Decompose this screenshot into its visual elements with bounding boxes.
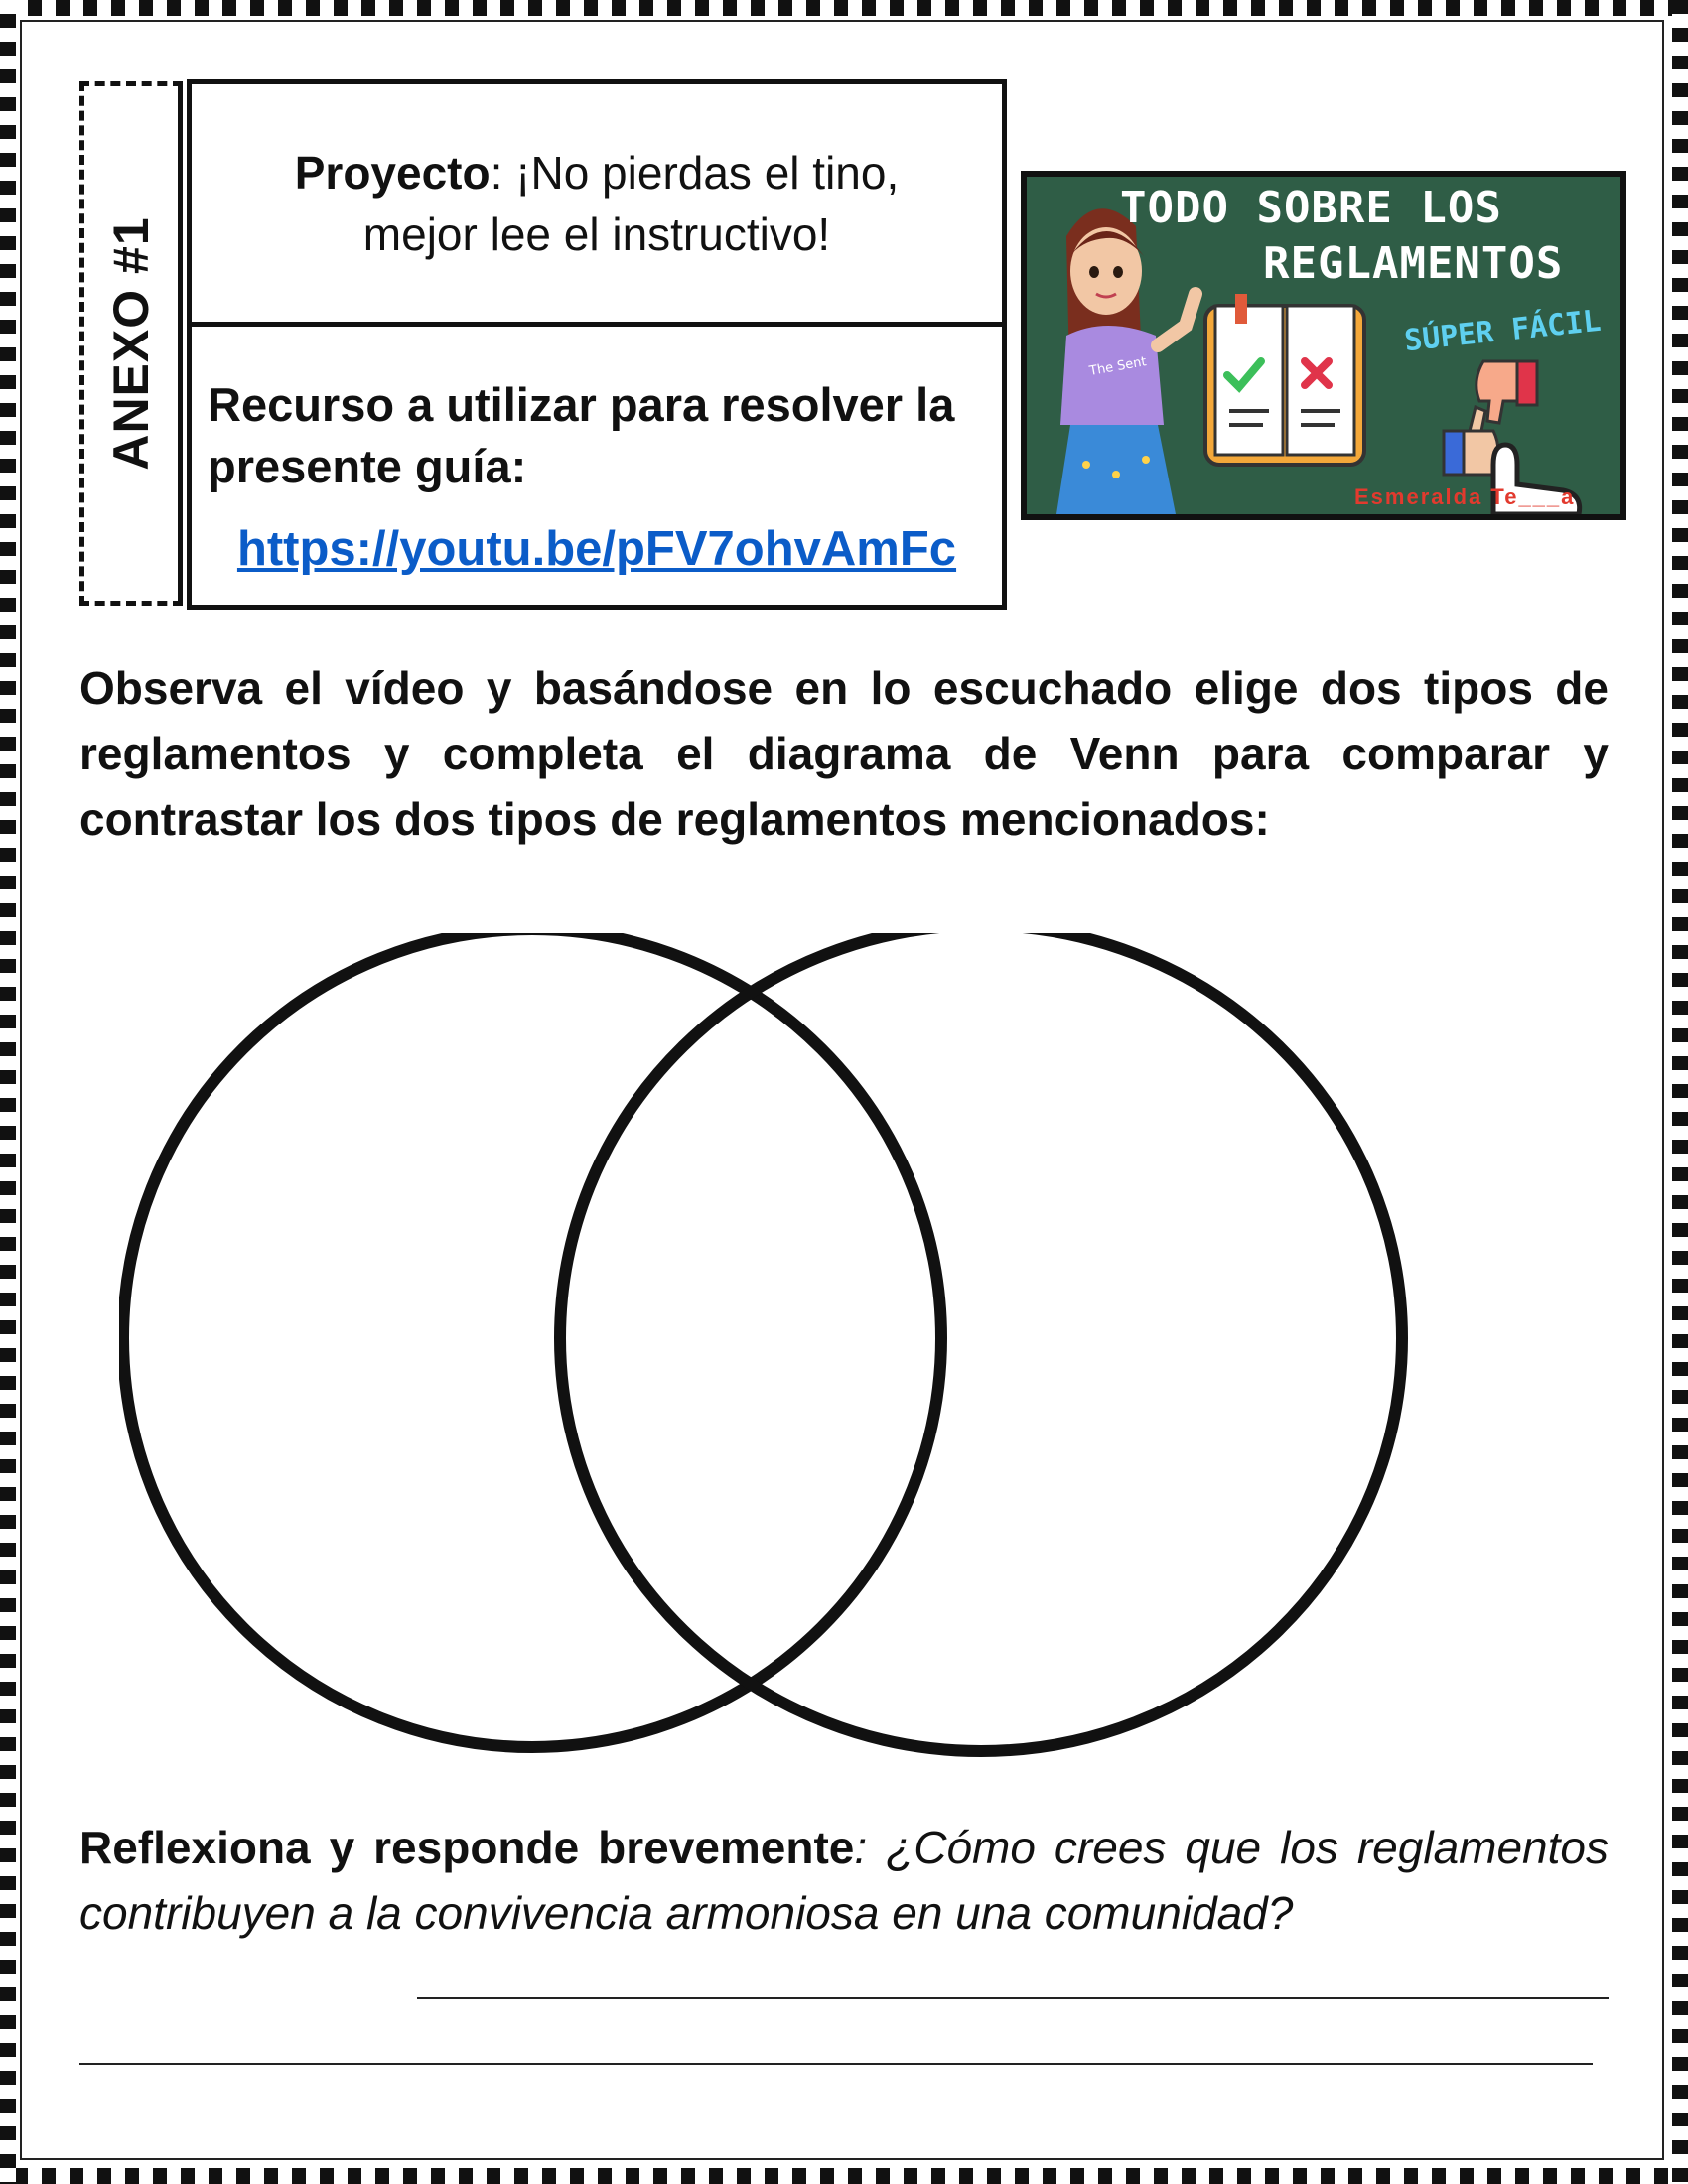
project-cell bbox=[192, 84, 1002, 327]
resource-label: Recurso a utilizar para resolver la presente guía: bbox=[208, 378, 955, 492]
page-border-left bbox=[0, 0, 16, 2184]
thumbnail-subtitle: SÚPER FÁCIL bbox=[1402, 303, 1603, 359]
project-title: : ¡No pierdas el tino, mejor lee el instructivo! bbox=[362, 146, 900, 260]
project-text bbox=[231, 142, 962, 265]
venn-circle-right bbox=[560, 933, 1402, 1751]
page-border-bottom bbox=[0, 2168, 1688, 2184]
venn-diagram bbox=[119, 933, 1569, 1787]
annex-label: ANEXO #1 bbox=[103, 216, 159, 471]
thumbnail-title-line1: TODO SOBRE LOS bbox=[1120, 183, 1502, 233]
instructions-text: Observa el vídeo y basándose en lo escuchado elige dos tipos de reglamentos y completa el diagrama de Venn para comparar y contrastar los dos tipos de reglamentos mencionados: bbox=[79, 662, 1609, 845]
info-box bbox=[187, 79, 1007, 610]
answer-line-2[interactable] bbox=[79, 2063, 1593, 2065]
project-label: Proyecto bbox=[294, 146, 491, 199]
reflection-text bbox=[79, 1815, 1609, 1946]
answer-line-1[interactable] bbox=[417, 1997, 1609, 1999]
book-illustration bbox=[1205, 294, 1364, 465]
thumbs-illustration bbox=[1444, 361, 1537, 475]
thumbnail-author: Esmeralda Te___a bbox=[1354, 484, 1576, 509]
page-border-right bbox=[1672, 0, 1688, 2184]
reflection-label: Reflexiona y responde brevemente bbox=[79, 1822, 855, 1873]
thumbnail-title-line2: REGLAMENTOS bbox=[1263, 238, 1564, 289]
avatar-shirt-text: The Sent bbox=[1088, 354, 1148, 379]
video-thumbnail[interactable] bbox=[1021, 171, 1626, 520]
venn-circle-left bbox=[123, 933, 941, 1747]
avatar-illustration bbox=[1056, 208, 1196, 514]
video-link[interactable]: https://youtu.be/pFV7ohvAmFc bbox=[236, 522, 957, 576]
page-border-top bbox=[0, 0, 1688, 16]
reflection-question: : ¿Cómo crees que los reglamentos contribuyen a la convivencia armoniosa en una comunidad? bbox=[79, 1822, 1609, 1939]
